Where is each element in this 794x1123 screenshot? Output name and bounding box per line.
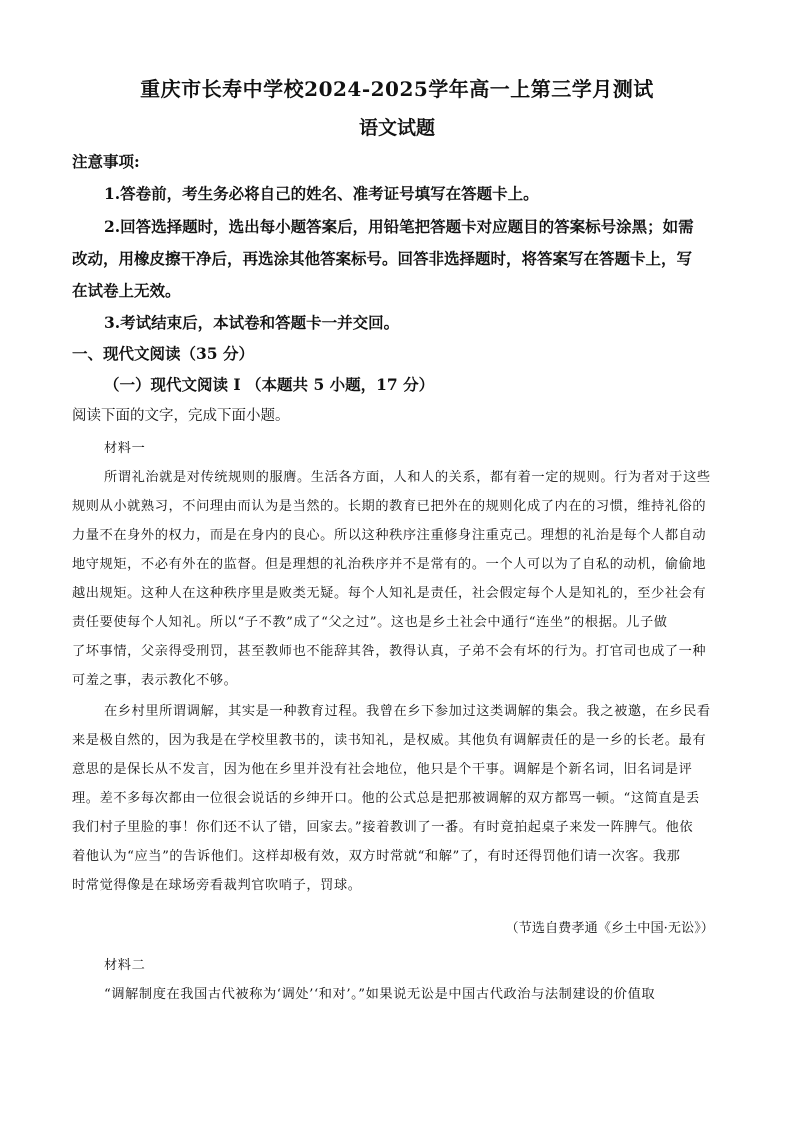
paragraph-line: 在乡村里所谓调解，其实是一种教育过程。我曾在乡下参加过这类调解的集会。我之被邀，在乡民看 bbox=[104, 704, 711, 719]
paragraph-line: “调解制度在我国古代被称为‘调处’‘和对’。”如果说无讼是中国古代政治与法制建设的价值取 bbox=[104, 987, 656, 1002]
material-label: 材料二 bbox=[104, 958, 146, 973]
paragraph-line: 意思的是保长从不发言，因为他在乡里并没有社会地位，他只是个干事。调解是个新名词，旧名词是评 bbox=[72, 762, 693, 777]
paragraph-line: 越出规矩。这种人在这种秩序里是败类无疑。每个人知礼是责任，社会假定每个人是知礼的，至少社会有 bbox=[72, 586, 707, 601]
note-line: 在试卷上无效。 bbox=[72, 281, 181, 300]
paragraph-line: 可羞之事，表示教化不够。 bbox=[72, 673, 238, 688]
paragraph-line: 地守规矩，不必有外在的监督。但是理想的礼治秩序并不是常有的。一个人可以为了自私的动机，偷偷地 bbox=[72, 557, 707, 572]
paragraph-line: 着他认为“应当”的告诉他们。这样却极有效，双方时常就“和解”了，有时还得罚他们请一次客。我那 bbox=[72, 849, 681, 864]
instruction-text: 阅读下面的文字，完成下面小题。 bbox=[72, 408, 290, 424]
paragraph-line: 时常觉得像是在球场旁看裁判官吹哨子，罚球。 bbox=[72, 878, 362, 893]
note-line: 2.回答选择题时，选出每小题答案后，用铅笔把答题卡对应题目的答案标号涂黑；如需 bbox=[104, 217, 694, 236]
paragraph-line: 理。差不多每次都由一位很会说话的乡绅开口。他的公式总是把那被调解的双方都骂一顿。“这简直是丢 bbox=[72, 791, 700, 806]
note-line: 改动，用橡皮擦干净后，再选涂其他答案标号。回答非选择题时，将答案写在答题卡上，写 bbox=[72, 249, 693, 268]
paragraph-line: 责任要使每个人知礼。所以“子不教”成了“父之过”。这也是乡土社会中通行“连坐”的根据。儿子做 bbox=[72, 615, 668, 630]
note-line: 3.考试结束后，本试卷和答题卡一并交回。 bbox=[104, 313, 400, 332]
section-heading: 一、现代文阅读（35 分） bbox=[72, 344, 254, 363]
notes-heading: 注意事项: bbox=[72, 152, 140, 171]
source-citation: （节选自费孝通《乡土中国·无讼》） bbox=[505, 921, 714, 936]
material-label: 材料一 bbox=[104, 441, 146, 456]
paragraph-line: 力量不在身外的权力，而是在身内的良心。所以这种秩序注重修身注重克己。理想的礼治是每个人都自动 bbox=[72, 528, 707, 543]
subsection-heading: （一）现代文阅读 I （本题共 5 小题，17 分） bbox=[104, 375, 435, 394]
paragraph-line: 了坏事情，父亲得受刑罚，甚至教师也不能辞其咎，教得认真，子弟不会有坏的行为。打官司也成了一种 bbox=[72, 644, 707, 659]
paragraph-line: 规则从小就熟习，不问理由而认为是当然的。长期的教育已把外在的规则化成了内在的习惯，维持礼俗的 bbox=[72, 499, 707, 514]
paragraph-line: 我们村子里脸的事！你们还不认了错，回家去。”接着教训了一番。有时竟拍起桌子来发一阵脾气。他依 bbox=[72, 820, 694, 835]
note-line: 1.答卷前，考生务必将自己的姓名、准考证号填写在答题卡上。 bbox=[104, 184, 539, 203]
page-subtitle: 语文试题 bbox=[358, 117, 435, 139]
paragraph-line: 所谓礼治就是对传统规则的服膺。生活各方面，人和人的关系，都有着一定的规则。行为者对于这些 bbox=[104, 470, 711, 485]
paragraph-line: 来是极自然的，因为我是在学校里教书的，读书知礼，是权威。其他负有调解责任的是一乡的长老。最有 bbox=[72, 733, 707, 748]
page-title: 重庆市长寿中学校2024-2025学年高一上第三学月测试 bbox=[140, 77, 654, 101]
